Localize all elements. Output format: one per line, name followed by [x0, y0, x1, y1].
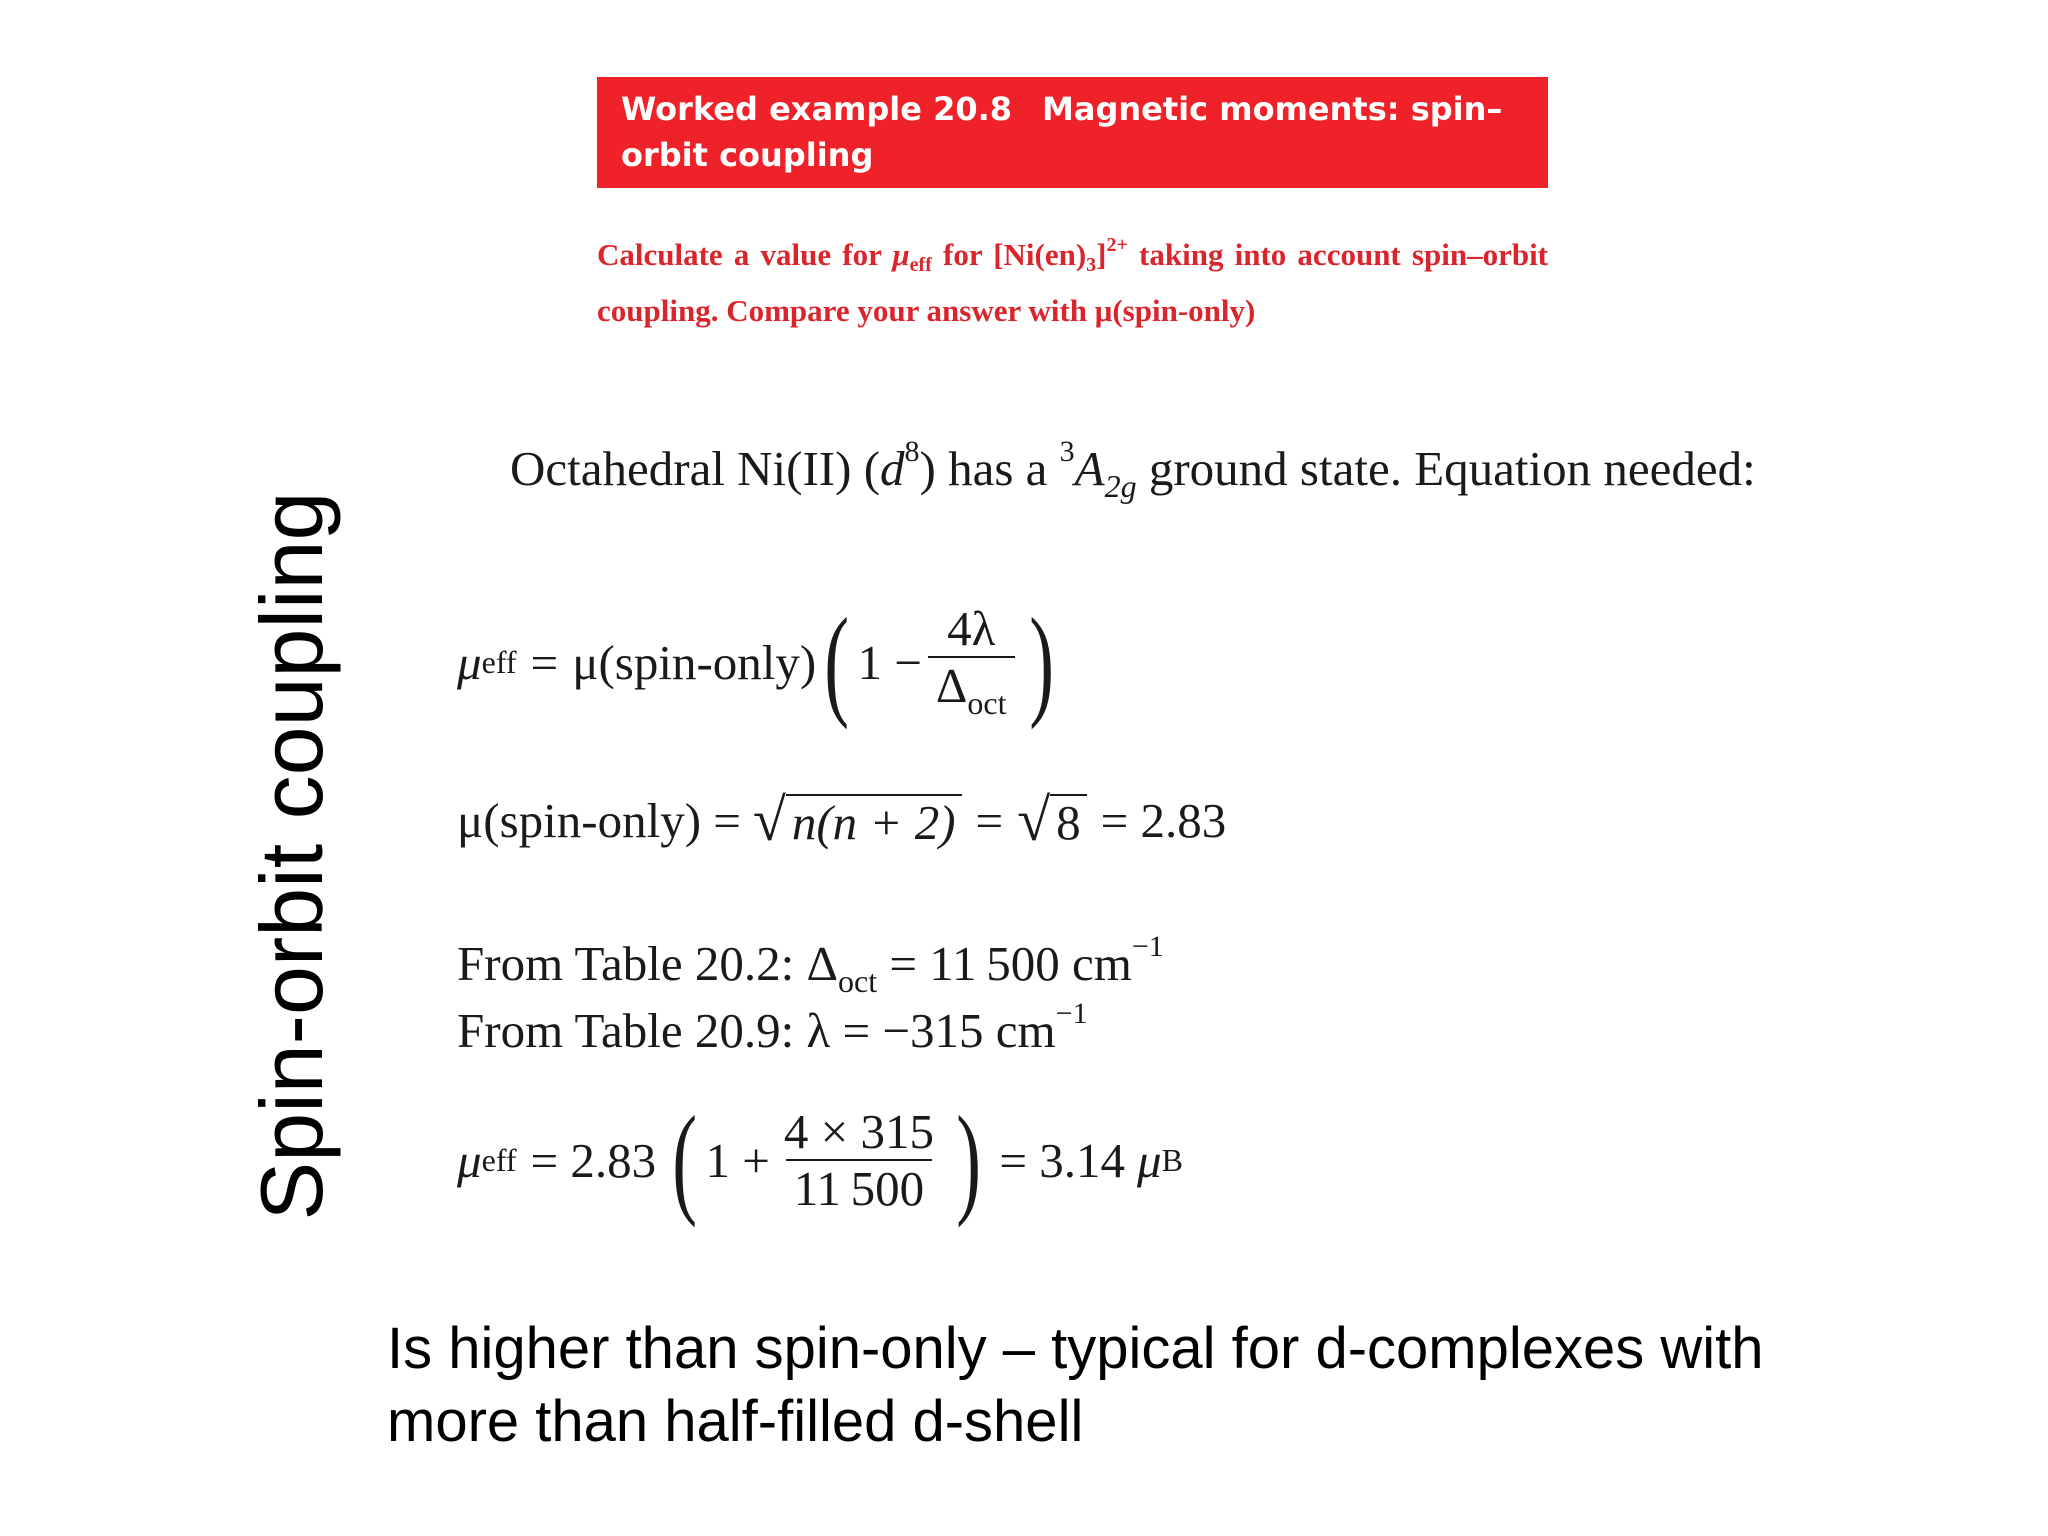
radical-sign: √ — [1017, 787, 1051, 853]
eq2-sqrt-8 — [1017, 787, 1086, 853]
intro-paragraph — [457, 418, 1837, 520]
eq3-unit-sub: B — [1161, 1141, 1183, 1178]
intro-d: d — [880, 441, 905, 496]
eq3-mu: μ — [457, 1132, 482, 1188]
table1-value: = 11 500 cm — [877, 936, 1132, 991]
eq1-spin-only: μ(spin-only) — [572, 634, 817, 690]
table1-sub: oct — [838, 963, 878, 999]
intro-part: ) has a — [919, 441, 1060, 496]
term-sub: 2g — [1104, 468, 1137, 504]
intro-part: Octahedral Ni(II) ( — [510, 441, 881, 496]
eq3-equals: = 2.83 — [530, 1132, 657, 1188]
equation-mu-eff — [457, 593, 1062, 730]
banner-title: Magnetic moments: spin–orbit coupling — [621, 90, 1503, 174]
question-sup: 2+ — [1106, 234, 1128, 256]
eq1-denominator — [928, 656, 1015, 721]
intro-d-sup: 8 — [904, 435, 920, 468]
table2-sup: −1 — [1055, 997, 1088, 1030]
eq1-mu: μ — [457, 634, 482, 690]
question-mu: μ — [892, 237, 910, 272]
question-sub: 3 — [1086, 254, 1097, 276]
eq2-equals: = — [975, 792, 1004, 848]
eq3-unit-mu: μ — [1136, 1132, 1162, 1188]
banner-label: Worked example 20.8 — [621, 90, 1013, 128]
left-paren: ( — [824, 593, 850, 730]
right-paren: ) — [1028, 593, 1054, 730]
eq3-one-plus: 1 + — [705, 1132, 770, 1188]
question-part: ] — [1096, 237, 1107, 272]
eq1-oct: oct — [967, 685, 1007, 722]
eq1-one-minus: 1 − — [857, 634, 922, 690]
table1-text: From Table 20.2: Δ — [457, 936, 839, 991]
eq2-radicand: n(n + 2) — [786, 794, 962, 850]
table2-text: From Table 20.9: λ = −315 cm — [457, 1003, 1056, 1058]
term-symbol: A — [1074, 441, 1105, 496]
intro-part: ground state. Equation needed: — [1136, 441, 1756, 496]
question-text — [597, 222, 1548, 334]
eq3-numerator: 4 × 315 — [783, 1103, 935, 1159]
right-paren: ) — [956, 1091, 982, 1228]
eq2-lhs: μ(spin-only) = — [457, 792, 741, 848]
eq3-result: = 3.14 — [999, 1132, 1125, 1188]
eq1-fraction — [928, 600, 1015, 722]
eq1-equals: = — [530, 634, 559, 690]
radical-sign: √ — [752, 787, 786, 853]
slide-side-title: Spin-orbit coupling — [242, 491, 341, 1221]
table-line-delta — [457, 930, 1164, 1000]
eq3-denominator: 11 500 — [786, 1159, 933, 1214]
conclusion-text: Is higher than spin-only – typical for d-complexes with more than half-filled d-shell — [387, 1316, 1764, 1454]
question-part: taking into account spin–orbit coupling. Compare your answer with μ(spin-only) — [597, 237, 1548, 328]
eq1-sub: eff — [481, 643, 517, 680]
table-line-lambda — [457, 997, 1088, 1059]
eq1-numerator: 4λ — [947, 600, 996, 656]
eq2-radicand-8: 8 — [1050, 794, 1087, 850]
eq1-delta: Δ — [935, 658, 968, 714]
question-part: Calculate a value for — [597, 237, 893, 272]
table1-sup: −1 — [1131, 930, 1164, 963]
eq2-result: = 2.83 — [1100, 792, 1227, 848]
equation-spin-only — [457, 787, 1227, 853]
question-part: for [Ni(en) — [931, 237, 1087, 272]
term-sup: 3 — [1059, 435, 1075, 468]
left-paren: ( — [672, 1091, 698, 1228]
question-eff: eff — [909, 254, 932, 276]
worked-example-banner — [597, 77, 1548, 188]
eq2-sqrt — [752, 787, 962, 853]
eq3-fraction — [776, 1103, 942, 1216]
equation-result — [457, 1091, 1183, 1228]
eq3-sub: eff — [481, 1141, 517, 1178]
